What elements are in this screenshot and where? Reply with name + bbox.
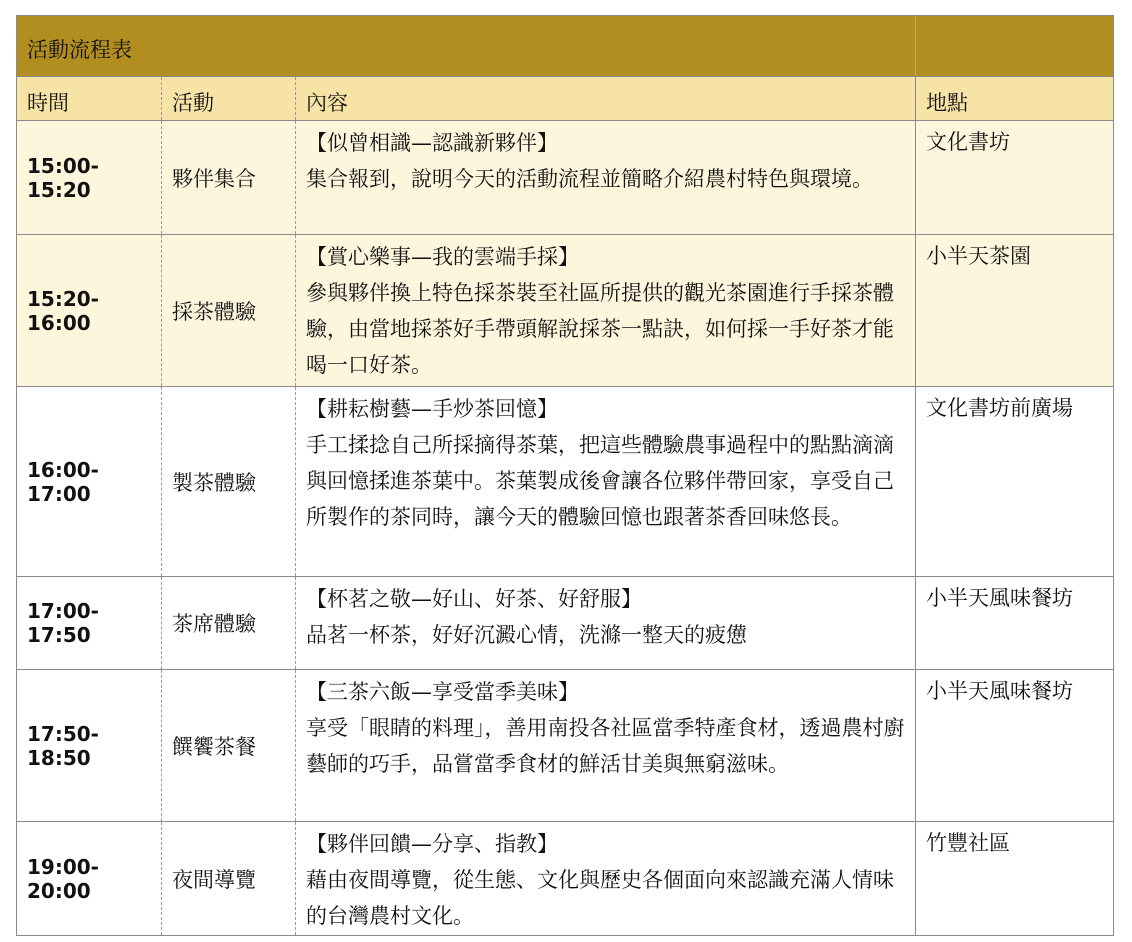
- table-row: [17, 822, 1113, 935]
- row-content: [295, 670, 915, 821]
- row-location: 文化書坊: [915, 121, 1113, 234]
- row-content: [295, 387, 915, 576]
- row-body: 手工揉捻自己所採摘得茶葉，把這些體驗農事過程中的點點滴滴與回憶揉進茶葉中。茶葉製成後會讓各位夥伴帶回家，享受自己所製作的茶同時，讓今天的體驗回憶也跟著茶香回味悠長。: [306, 433, 894, 529]
- row-body: 品茗一杯茶，好好沉澱心情，洗滌一整天的疲憊: [306, 623, 747, 647]
- table-title: 活動流程表: [27, 38, 132, 62]
- row-body: 藉由夜間導覽，從生態、文化與歷史各個面向來認識充滿人情味的台灣農村文化。: [306, 868, 894, 928]
- table-row: [17, 577, 1113, 670]
- table-row: [17, 387, 1113, 577]
- row-time: 15:00-15:20: [17, 121, 161, 234]
- row-activity: 茶席體驗: [161, 577, 295, 669]
- header-time: 時間: [27, 91, 69, 115]
- row-activity: 夜間導覽: [161, 822, 295, 935]
- row-body: 享受「眼睛的料理」，善用南投各社區當季特產食材，透過農村廚藝師的巧手，品嘗當季食材的鮮活甘美與無窮滋味。: [306, 716, 905, 776]
- row-heading: 【夥伴回饋—分享、指教】: [306, 832, 558, 856]
- row-location: 小半天風味餐坊: [915, 577, 1113, 669]
- row-heading: 【似曾相識—認識新夥伴】: [306, 131, 558, 155]
- row-heading: 【杯茗之敬—好山、好茶、好舒服】: [306, 587, 642, 611]
- row-time: 16:00-17:00: [27, 457, 99, 506]
- row-time: 17:50-18:50: [27, 721, 99, 770]
- row-time: 17:00-17:50: [27, 599, 99, 647]
- row-content: [295, 121, 915, 234]
- table-row: [17, 670, 1113, 822]
- row-body: 參與夥伴換上特色採茶裝至社區所提供的觀光茶園進行手採茶體驗，由當地採茶好手帶頭解說採茶一點訣，如何採一手好茶才能喝一口好茶。: [306, 281, 894, 377]
- table-row: [17, 121, 1113, 235]
- row-content: [295, 235, 915, 386]
- row-activity: 夥伴集合: [161, 121, 295, 234]
- row-time: 15:20-16:00: [17, 235, 161, 386]
- row-location: 小半天茶園: [915, 235, 1113, 386]
- header-activity: 活動: [161, 77, 295, 120]
- row-heading: 【耕耘樹藝—手炒茶回憶】: [306, 397, 558, 421]
- row-activity: 製茶體驗: [161, 387, 295, 576]
- row-activity: 採茶體驗: [161, 235, 295, 386]
- title-spacer: [915, 16, 1113, 76]
- table-row: [17, 235, 1113, 387]
- row-location: 小半天風味餐坊: [915, 670, 1113, 821]
- table-title-row: [17, 16, 1113, 77]
- row-time: 19:00-20:00: [27, 854, 99, 903]
- row-content: [295, 822, 915, 935]
- header-location: 地點: [915, 77, 1113, 120]
- row-heading: 【三茶六飯—享受當季美味】: [306, 680, 579, 704]
- header-content: 內容: [295, 77, 915, 120]
- row-location: 文化書坊前廣場: [915, 387, 1113, 576]
- row-activity: 饌饗茶餐: [161, 670, 295, 821]
- row-body: 集合報到，說明今天的活動流程並簡略介紹農村特色與環境。: [306, 167, 873, 191]
- row-heading: 【賞心樂事—我的雲端手採】: [306, 245, 579, 269]
- header-row: [17, 77, 1113, 121]
- schedule-table: [16, 15, 1114, 936]
- row-content: [295, 577, 915, 669]
- row-location: 竹豐社區: [915, 822, 1113, 935]
